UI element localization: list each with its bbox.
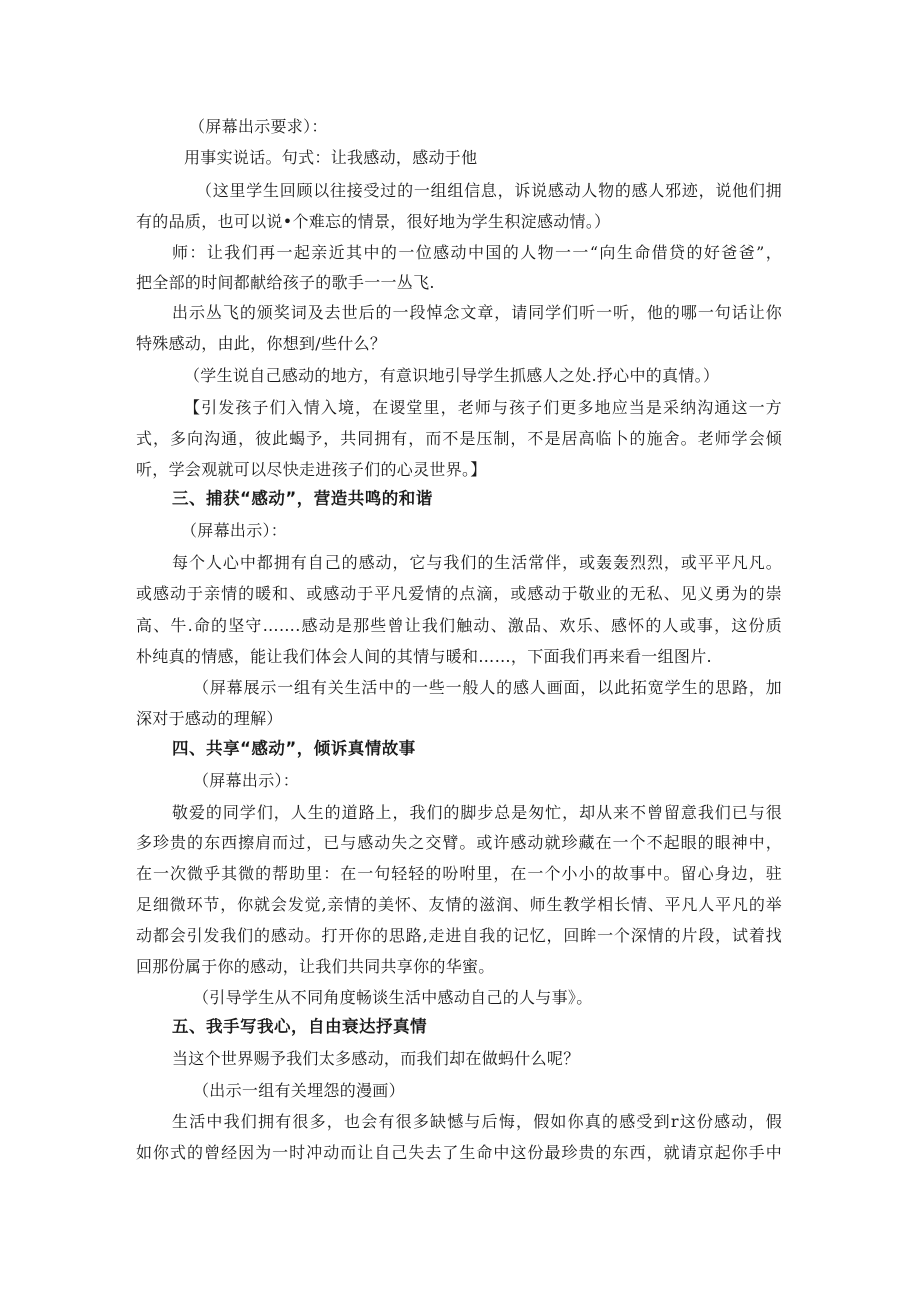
student-note-line: （学生说自己感动的地方，有意识地引导学生抓感人之处.抒心中的真情。）: [184, 366, 720, 385]
note-paragraph-line-2: 有的品质，也可以说•个难忘的情景，很好地为学生积淀感动情。）: [136, 212, 611, 231]
screen-display-note-line-1: （屏幕展示一组有关生活中的一些一般人的感人画面，以此拓宽学生的思路，加: [193, 678, 782, 697]
congfei-paragraph-line-1: 出示丛飞的颁奖词及去世后的一段悼念文章，请同学们听一听，他的哪一句话让你: [172, 303, 782, 322]
share-paragraph-line-4: 足细微环节，你就会发觉,亲情的美怀、友情的滋润、师生教学相长情、平凡人平凡的举: [136, 895, 782, 914]
screen-show-label-2: （屏幕出示）：: [193, 771, 300, 790]
bracket-note-line-3: 听，学会观就可以尽快走进孩子们的心灵世界。】: [136, 460, 487, 479]
guide-note-line: （引导学生从不同角度畅谈生活中感动自己的人与事》。: [193, 988, 593, 1007]
section-heading-5: 五、我手写我心，自由衰达抒真情: [172, 1017, 427, 1036]
life-paragraph-line-1: 生活中我们拥有很多，也会有很多缺憾与后悔，假如你真的感受到r这份感动，假: [172, 1112, 782, 1131]
share-paragraph-line-6: 回那份属于你的感动，让我们共同共享你的华蜜。: [136, 957, 495, 976]
comic-note-line: （出示一组有关埋怨的漫画）: [193, 1081, 405, 1100]
share-paragraph-line-1: 敬爱的同学们，人生的道路上，我们的脚步总是匆忙，却从来不曾留意我们已与很: [172, 803, 782, 822]
life-paragraph-line-2: 如你式的曾经因为一时冲动而让自己失去了生命中这份最珍贵的东西，就请京起你手中: [136, 1143, 782, 1162]
section-heading-3: 三、捕获“感动”，营造共鸣的和谐: [172, 489, 433, 508]
share-paragraph-line-3: 在一次微乎其微的帮助里：在一句轻轻的吩咐里，在一个小小的故事中。留心身边，驻: [136, 864, 782, 883]
screen-display-note-line-2: 深对于感动的理解）: [136, 709, 283, 728]
section-heading-4: 四、共享“感动”，倾诉真情故事: [172, 739, 416, 758]
teacher-paragraph-line-2: 把全部的时间都献给孩子的歌手一一丛飞.: [136, 273, 435, 292]
world-question-line: 当这个世界赐予我们太多感动，而我们却在做蚂什么呢？: [172, 1049, 580, 1068]
screen-show-label-1: （屏幕出示）：: [181, 521, 288, 540]
bracket-note-line-2: 式，多向沟通，彼此蝎予，共同拥有，而不是压制，不是居高临卜的施舍。老师学会倾: [136, 429, 782, 448]
teacher-paragraph-line-1: 师：让我们再一起亲近其中的一位感动中国的人物一一“向生命借贷的好爸爸”，: [172, 243, 782, 262]
feeling-paragraph-line-4: 朴纯真的情感，能让我们体会人间的其情与暖和……，下面我们再来看一组图片.: [136, 647, 712, 666]
feeling-paragraph-line-3: 高、牛.命的坚守…….感动是那些曾让我们触动、激品、欢乐、感怀的人或事，这份质: [136, 616, 782, 635]
sentence-pattern-line: 用事实说话。句式：让我感动，感动于他: [184, 148, 478, 167]
feeling-paragraph-line-1: 每个人心中都拥有自己的感动，它与我们的生活常伴，或轰轰烈烈，或平平凡凡。: [172, 553, 782, 572]
congfei-paragraph-line-2: 特殊感动，由此，你想到/些什么？: [136, 334, 387, 353]
screen-requirement-label: （屏幕出示要求）：: [189, 117, 328, 136]
share-paragraph-line-2: 多珍贵的东西擦肩而过，已与感动失之交臂。或许感动就珍藏在一个不起眼的眼神中，: [136, 833, 782, 852]
note-paragraph-line-1: （这里学生回顾以往接受过的一组组信息，诉说感动人物的感人邪迹，说他们拥: [196, 181, 782, 200]
share-paragraph-line-5: 动都会引发我们的感动。打开你的思路,走进自我的记忆，回眸一个深情的片段，试着找: [136, 926, 782, 945]
feeling-paragraph-line-2: 或感动于亲情的暖和、或感动于平凡爱情的点滴，或感动于敬业的无私、见义勇为的崇: [136, 584, 782, 603]
bracket-note-line-1: 【引发孩子们入情入境，在谡堂里，老师与孩子们更多地应当是采纳沟通这一方: [184, 398, 782, 417]
